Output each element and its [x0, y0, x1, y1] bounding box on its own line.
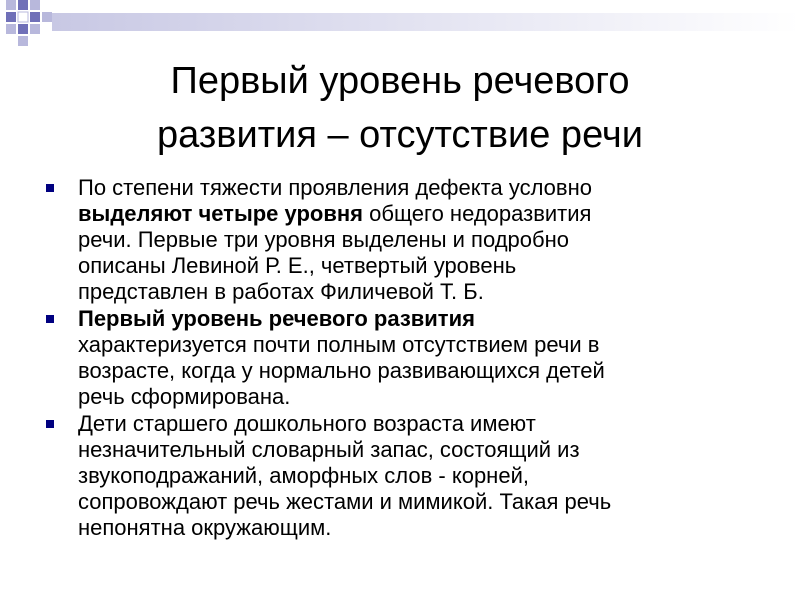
- bullet-text: По степени тяжести проявления дефекта условно: [78, 175, 592, 200]
- bullet-text-line: [78, 515, 744, 541]
- deco-square: [18, 36, 28, 46]
- deco-square: [6, 0, 16, 10]
- deco-square: [18, 0, 28, 10]
- bullet-text: характеризуется почти полным отсутствием речи в: [78, 332, 600, 357]
- bullet-text: представлен в работах Филичевой Т. Б.: [78, 279, 484, 304]
- bullet-text-bold: выделяют четыре уровня: [78, 201, 363, 226]
- bullet-text-line: [78, 227, 744, 253]
- slide-title-line: Первый уровень речевого: [170, 60, 630, 102]
- bullet-text-line: [78, 253, 744, 279]
- bullet-square-icon: [46, 420, 54, 428]
- bullet-text-line: [78, 358, 744, 384]
- bullet-text-line: [78, 411, 744, 437]
- bullet-text: речи. Первые три уровня выделены и подробно: [78, 227, 569, 252]
- bullet-text-line: [78, 279, 744, 305]
- bullet-text: возрасте, когда у нормально развивающихся детей: [78, 358, 605, 383]
- bullet-list: [44, 175, 744, 542]
- bullet-text-line: [78, 201, 744, 227]
- slide-title-line: развития – отсутствие речи: [157, 114, 643, 156]
- bullet-text: сопровождают речь жестами и мимикой. Такая речь: [78, 489, 612, 514]
- bullet-square-icon: [46, 315, 54, 323]
- bullet-text: речь сформирована.: [78, 384, 291, 409]
- bullet-text: незначительный словарный запас, состоящий из: [78, 437, 580, 462]
- bullet-item: [44, 306, 744, 410]
- bullet-text: непонятна окружающим.: [78, 515, 332, 540]
- deco-square: [42, 12, 52, 22]
- bullet-text-line: [78, 306, 744, 332]
- bullet-item: [44, 411, 744, 541]
- deco-square: [6, 12, 16, 22]
- bullet-text-line: [78, 332, 744, 358]
- bullet-text: описаны Левиной Р. Е., четвертый уровень: [78, 253, 517, 278]
- bullet-text-line: [78, 437, 744, 463]
- bullet-text-bold: Первый уровень речевого развития: [78, 306, 475, 331]
- bullet-text: звукоподражаний, аморфных слов - корней,: [78, 463, 529, 488]
- slide-title: [40, 54, 760, 162]
- header-decoration: [0, 0, 800, 48]
- bullet-text: Дети старшего дошкольного возраста имеют: [78, 411, 536, 436]
- bullet-text-line: [78, 489, 744, 515]
- deco-square: [30, 0, 40, 10]
- deco-square: [30, 24, 40, 34]
- bullet-text-line: [78, 463, 744, 489]
- header-gradient-bar: [52, 13, 800, 31]
- bullet-square-icon: [46, 184, 54, 192]
- bullet-text-line: [78, 384, 744, 410]
- deco-square: [6, 24, 16, 34]
- bullet-text-line: [78, 175, 744, 201]
- bullet-text: общего недоразвития: [363, 201, 592, 226]
- deco-square: [18, 12, 28, 22]
- bullet-item: [44, 175, 744, 305]
- deco-square: [30, 12, 40, 22]
- deco-square: [18, 24, 28, 34]
